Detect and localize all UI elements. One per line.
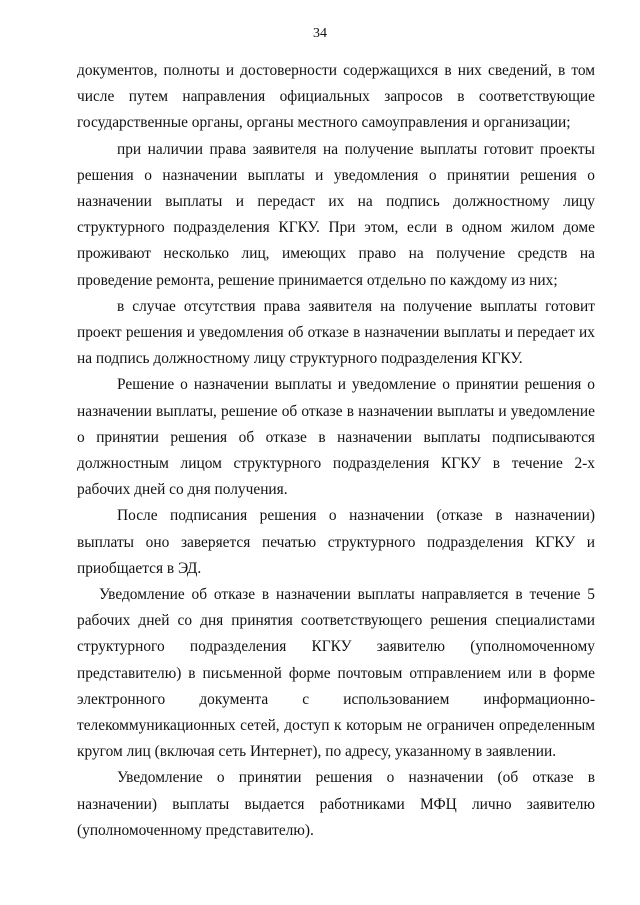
paragraph-7: Уведомление о принятии решения о назначении (об отказе в назначении) выплаты выдается работниками МФЦ лично заявителю (уполномоченному представителю). bbox=[77, 769, 595, 839]
paragraph-6: Уведомление об отказе в назначении выплаты направляется в течение 5 рабочих дней со дня принятия соответствующего решения специалистами структурного подразделения КГКУ заявителю (уполномоченному представителю) в письменной форме почтовым отправлением или в форме электронного документа с использованием информационно-телекоммуникационных сетей, доступ к которым не ограничен определенным кругом лиц (включая сеть Интернет), по адресу, указанному в заявлении. bbox=[77, 586, 595, 761]
paragraph-1: документов, полноты и достоверности содержащихся в них сведений, в том числе путем направления официальных запросов в соответствующие государственные органы, органы местного самоуправления и организации; bbox=[77, 62, 595, 132]
paragraph-5: После подписания решения о назначении (отказе в назначении) выплаты оно заверяется печатью структурного подразделения КГКУ и приобщается в ЭД. bbox=[77, 507, 595, 577]
paragraph-4: Решение о назначении выплаты и уведомление о принятии решения о назначении выплаты, решение об отказе в назначении выплаты и уведомление о принятии решения об отказе в назначении выплаты подписываются должностным лицом структурного подразделения КГКУ в течение 2-х рабочих дней со дня получения. bbox=[77, 376, 595, 499]
page-number: 34 bbox=[313, 26, 327, 41]
paragraph-3: в случае отсутствия права заявителя на получение выплаты готовит проект решения и уведомления об отказе в назначении выплаты и передает их на подпись должностному лицу структурного подразделения КГКУ. bbox=[77, 297, 595, 368]
document-body bbox=[77, 58, 595, 844]
paragraph-2: при наличии права заявителя на получение выплаты готовит проекты решения о назначении выплаты и уведомления о принятии решения о назначении выплаты и передаст их на подпись должностному лицу структурного подразделения КГКУ. При этом, если в одном жилом доме проживают несколько лиц, имеющих право на получение средств на проведение ремонта, решение принимается отдельно по каждому из них; bbox=[77, 140, 595, 289]
